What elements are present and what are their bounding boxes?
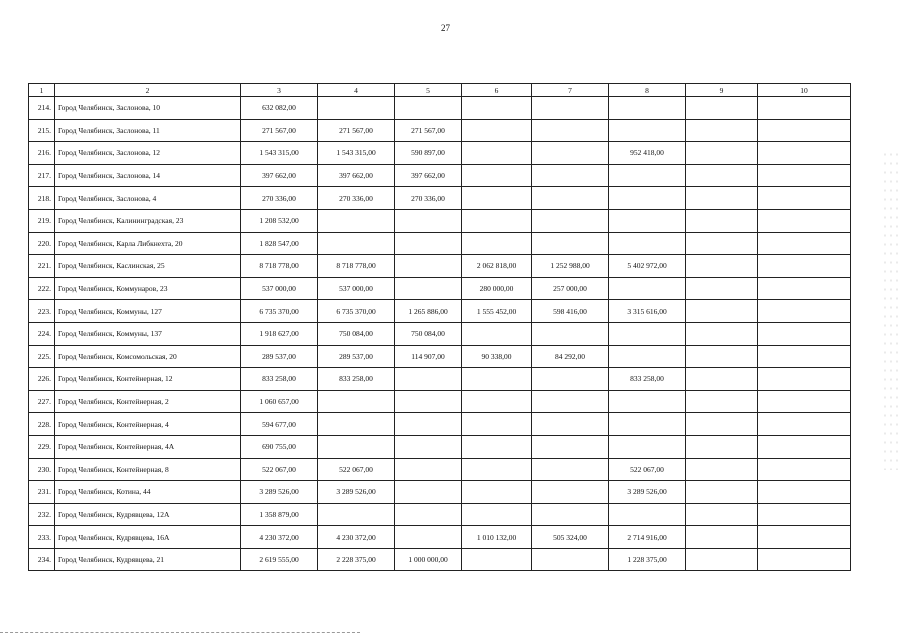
row-number: 220.	[29, 232, 55, 255]
row-number: 214.	[29, 97, 55, 120]
value-cell-5	[395, 232, 462, 255]
table-row	[29, 277, 851, 300]
value-cell-8	[609, 119, 686, 142]
value-cell-7: 505 324,00	[532, 526, 609, 549]
value-cell-3: 1 358 879,00	[241, 503, 318, 526]
value-cell-3: 522 067,00	[241, 458, 318, 481]
value-cell-10	[758, 481, 851, 504]
value-cell-9	[686, 481, 758, 504]
value-cell-3: 833 258,00	[241, 368, 318, 391]
table-row	[29, 232, 851, 255]
value-cell-6: 90 338,00	[462, 345, 532, 368]
address-cell: Город Челябинск, Заслонова, 14	[55, 164, 241, 187]
table-row	[29, 548, 851, 571]
value-cell-5: 1 265 886,00	[395, 300, 462, 323]
table-row	[29, 322, 851, 345]
value-cell-7	[532, 142, 609, 165]
column-header: 9	[686, 84, 758, 97]
value-cell-9	[686, 368, 758, 391]
scan-artifact-dots	[882, 150, 902, 470]
table-row	[29, 345, 851, 368]
value-cell-4	[318, 209, 395, 232]
row-number: 232.	[29, 503, 55, 526]
value-cell-8	[609, 390, 686, 413]
value-cell-7	[532, 503, 609, 526]
address-cell: Город Челябинск, Заслонова, 12	[55, 142, 241, 165]
value-cell-7: 84 292,00	[532, 345, 609, 368]
value-cell-3: 3 289 526,00	[241, 481, 318, 504]
value-cell-9	[686, 119, 758, 142]
value-cell-9	[686, 503, 758, 526]
value-cell-7	[532, 232, 609, 255]
row-number: 217.	[29, 164, 55, 187]
value-cell-8: 2 714 916,00	[609, 526, 686, 549]
value-cell-5: 397 662,00	[395, 164, 462, 187]
address-cell: Город Челябинск, Заслонова, 4	[55, 187, 241, 210]
value-cell-3: 270 336,00	[241, 187, 318, 210]
table-row	[29, 435, 851, 458]
value-cell-7	[532, 435, 609, 458]
table-row	[29, 481, 851, 504]
value-cell-7	[532, 97, 609, 120]
value-cell-7	[532, 322, 609, 345]
value-cell-4	[318, 390, 395, 413]
value-cell-4: 8 718 778,00	[318, 255, 395, 278]
address-cell: Город Челябинск, Контейнерная, 4А	[55, 435, 241, 458]
value-cell-5	[395, 503, 462, 526]
value-cell-7: 257 000,00	[532, 277, 609, 300]
table-row	[29, 458, 851, 481]
value-cell-3: 1 828 547,00	[241, 232, 318, 255]
row-number: 219.	[29, 209, 55, 232]
value-cell-6: 1 555 452,00	[462, 300, 532, 323]
value-cell-6	[462, 97, 532, 120]
value-cell-8	[609, 209, 686, 232]
value-cell-10	[758, 232, 851, 255]
row-number: 221.	[29, 255, 55, 278]
table-row	[29, 368, 851, 391]
table-row	[29, 503, 851, 526]
value-cell-5	[395, 526, 462, 549]
table-header	[29, 84, 851, 97]
value-cell-5: 590 897,00	[395, 142, 462, 165]
value-cell-6	[462, 435, 532, 458]
value-cell-6	[462, 187, 532, 210]
value-cell-8: 5 402 972,00	[609, 255, 686, 278]
value-cell-4	[318, 503, 395, 526]
value-cell-3: 271 567,00	[241, 119, 318, 142]
table-row	[29, 413, 851, 436]
value-cell-5	[395, 413, 462, 436]
value-cell-6	[462, 142, 532, 165]
value-cell-5	[395, 97, 462, 120]
value-cell-7: 1 252 988,00	[532, 255, 609, 278]
value-cell-10	[758, 142, 851, 165]
table-row	[29, 187, 851, 210]
value-cell-8	[609, 345, 686, 368]
value-cell-4	[318, 413, 395, 436]
row-number: 222.	[29, 277, 55, 300]
column-header: 3	[241, 84, 318, 97]
value-cell-5: 750 084,00	[395, 322, 462, 345]
value-cell-8: 833 258,00	[609, 368, 686, 391]
value-cell-6: 280 000,00	[462, 277, 532, 300]
value-cell-9	[686, 413, 758, 436]
value-cell-3: 4 230 372,00	[241, 526, 318, 549]
value-cell-10	[758, 97, 851, 120]
value-cell-9	[686, 277, 758, 300]
column-header: 2	[55, 84, 241, 97]
address-cell: Город Челябинск, Калининградская, 23	[55, 209, 241, 232]
row-number: 228.	[29, 413, 55, 436]
value-cell-4: 522 067,00	[318, 458, 395, 481]
value-cell-10	[758, 368, 851, 391]
value-cell-6	[462, 119, 532, 142]
value-cell-5: 271 567,00	[395, 119, 462, 142]
value-cell-7	[532, 458, 609, 481]
address-cell: Город Челябинск, Контейнерная, 8	[55, 458, 241, 481]
value-cell-6	[462, 458, 532, 481]
value-cell-9	[686, 209, 758, 232]
value-cell-6: 2 062 818,00	[462, 255, 532, 278]
value-cell-8	[609, 97, 686, 120]
value-cell-3: 1 208 532,00	[241, 209, 318, 232]
value-cell-6	[462, 548, 532, 571]
row-number: 225.	[29, 345, 55, 368]
value-cell-10	[758, 345, 851, 368]
value-cell-8	[609, 322, 686, 345]
table-row	[29, 390, 851, 413]
value-cell-5	[395, 209, 462, 232]
value-cell-10	[758, 255, 851, 278]
row-number: 229.	[29, 435, 55, 458]
table-row	[29, 142, 851, 165]
value-cell-6: 1 010 132,00	[462, 526, 532, 549]
value-cell-8	[609, 435, 686, 458]
value-cell-7	[532, 119, 609, 142]
row-number: 216.	[29, 142, 55, 165]
value-cell-6	[462, 368, 532, 391]
table-row	[29, 300, 851, 323]
value-cell-3: 6 735 370,00	[241, 300, 318, 323]
value-cell-6	[462, 413, 532, 436]
row-number: 215.	[29, 119, 55, 142]
value-cell-4	[318, 97, 395, 120]
value-cell-8	[609, 413, 686, 436]
value-cell-5	[395, 435, 462, 458]
address-cell: Город Челябинск, Кудрявцева, 16А	[55, 526, 241, 549]
value-cell-9	[686, 435, 758, 458]
address-cell: Город Челябинск, Заслонова, 11	[55, 119, 241, 142]
value-cell-8: 3 315 616,00	[609, 300, 686, 323]
value-cell-3: 632 082,00	[241, 97, 318, 120]
table-row	[29, 209, 851, 232]
value-cell-3: 8 718 778,00	[241, 255, 318, 278]
value-cell-10	[758, 187, 851, 210]
value-cell-4: 4 230 372,00	[318, 526, 395, 549]
value-cell-10	[758, 390, 851, 413]
value-cell-4	[318, 232, 395, 255]
value-cell-3: 1 060 657,00	[241, 390, 318, 413]
value-cell-6	[462, 503, 532, 526]
address-cell: Город Челябинск, Котина, 44	[55, 481, 241, 504]
value-cell-5	[395, 458, 462, 481]
value-cell-7	[532, 481, 609, 504]
value-cell-9	[686, 345, 758, 368]
value-cell-4: 1 543 315,00	[318, 142, 395, 165]
value-cell-4: 3 289 526,00	[318, 481, 395, 504]
row-number: 227.	[29, 390, 55, 413]
row-number: 218.	[29, 187, 55, 210]
value-cell-5	[395, 368, 462, 391]
value-cell-3: 397 662,00	[241, 164, 318, 187]
address-cell: Город Челябинск, Карла Либкнехта, 20	[55, 232, 241, 255]
value-cell-4	[318, 435, 395, 458]
table-row	[29, 526, 851, 549]
column-header: 4	[318, 84, 395, 97]
value-cell-10	[758, 526, 851, 549]
value-cell-8	[609, 187, 686, 210]
address-cell: Город Челябинск, Контейнерная, 12	[55, 368, 241, 391]
value-cell-6	[462, 232, 532, 255]
column-header: 5	[395, 84, 462, 97]
value-cell-10	[758, 435, 851, 458]
value-cell-9	[686, 142, 758, 165]
value-cell-5	[395, 255, 462, 278]
column-header: 6	[462, 84, 532, 97]
table-row	[29, 255, 851, 278]
address-cell: Город Челябинск, Кудрявцева, 21	[55, 548, 241, 571]
value-cell-10	[758, 119, 851, 142]
value-cell-4: 271 567,00	[318, 119, 395, 142]
value-cell-5	[395, 390, 462, 413]
value-cell-6	[462, 322, 532, 345]
row-number: 234.	[29, 548, 55, 571]
value-cell-7	[532, 548, 609, 571]
value-cell-8	[609, 503, 686, 526]
value-cell-5	[395, 481, 462, 504]
value-cell-7	[532, 187, 609, 210]
value-cell-9	[686, 187, 758, 210]
value-cell-9	[686, 390, 758, 413]
value-cell-8	[609, 277, 686, 300]
value-cell-3: 537 000,00	[241, 277, 318, 300]
value-cell-10	[758, 322, 851, 345]
value-cell-10	[758, 548, 851, 571]
value-cell-7: 598 416,00	[532, 300, 609, 323]
value-cell-3: 1 543 315,00	[241, 142, 318, 165]
value-cell-8	[609, 164, 686, 187]
column-header: 7	[532, 84, 609, 97]
value-cell-10	[758, 503, 851, 526]
value-cell-9	[686, 458, 758, 481]
row-number: 230.	[29, 458, 55, 481]
header-row	[29, 84, 851, 97]
value-cell-4: 270 336,00	[318, 187, 395, 210]
page-number: 27	[441, 23, 450, 33]
scan-artifact-line	[0, 632, 360, 633]
value-cell-10	[758, 277, 851, 300]
value-cell-10	[758, 209, 851, 232]
value-cell-3: 289 537,00	[241, 345, 318, 368]
value-cell-7	[532, 209, 609, 232]
value-cell-9	[686, 232, 758, 255]
value-cell-4: 6 735 370,00	[318, 300, 395, 323]
address-cell: Город Челябинск, Заслонова, 10	[55, 97, 241, 120]
value-cell-9	[686, 255, 758, 278]
value-cell-5	[395, 277, 462, 300]
value-cell-9	[686, 322, 758, 345]
value-cell-4: 289 537,00	[318, 345, 395, 368]
row-number: 226.	[29, 368, 55, 391]
value-cell-9	[686, 526, 758, 549]
column-header: 10	[758, 84, 851, 97]
value-cell-7	[532, 368, 609, 391]
value-cell-5: 1 000 000,00	[395, 548, 462, 571]
value-cell-6	[462, 164, 532, 187]
value-cell-9	[686, 164, 758, 187]
address-cell: Город Челябинск, Коммуны, 137	[55, 322, 241, 345]
address-cell: Город Челябинск, Контейнерная, 2	[55, 390, 241, 413]
value-cell-8: 952 418,00	[609, 142, 686, 165]
value-cell-8: 1 228 375,00	[609, 548, 686, 571]
value-cell-3: 594 677,00	[241, 413, 318, 436]
row-number: 224.	[29, 322, 55, 345]
row-number: 223.	[29, 300, 55, 323]
value-cell-4: 397 662,00	[318, 164, 395, 187]
value-cell-10	[758, 458, 851, 481]
address-cell: Город Челябинск, Контейнерная, 4	[55, 413, 241, 436]
value-cell-10	[758, 164, 851, 187]
address-cell: Город Челябинск, Коммунаров, 23	[55, 277, 241, 300]
column-header: 1	[29, 84, 55, 97]
table-row	[29, 119, 851, 142]
value-cell-9	[686, 97, 758, 120]
value-cell-6	[462, 481, 532, 504]
value-cell-3: 1 918 627,00	[241, 322, 318, 345]
value-cell-9	[686, 548, 758, 571]
value-cell-5: 270 336,00	[395, 187, 462, 210]
register-table	[28, 83, 851, 571]
table-row	[29, 97, 851, 120]
row-number: 233.	[29, 526, 55, 549]
table-body	[29, 97, 851, 571]
value-cell-3: 2 619 555,00	[241, 548, 318, 571]
value-cell-4: 2 228 375,00	[318, 548, 395, 571]
address-cell: Город Челябинск, Комсомольская, 20	[55, 345, 241, 368]
value-cell-7	[532, 413, 609, 436]
value-cell-7	[532, 164, 609, 187]
column-header: 8	[609, 84, 686, 97]
value-cell-4: 537 000,00	[318, 277, 395, 300]
address-cell: Город Челябинск, Кудрявцева, 12А	[55, 503, 241, 526]
address-cell: Город Челябинск, Коммуны, 127	[55, 300, 241, 323]
value-cell-9	[686, 300, 758, 323]
row-number: 231.	[29, 481, 55, 504]
value-cell-8	[609, 232, 686, 255]
value-cell-8: 3 289 526,00	[609, 481, 686, 504]
value-cell-10	[758, 413, 851, 436]
value-cell-5: 114 907,00	[395, 345, 462, 368]
value-cell-8: 522 067,00	[609, 458, 686, 481]
table-row	[29, 164, 851, 187]
value-cell-4: 750 084,00	[318, 322, 395, 345]
address-cell: Город Челябинск, Каслинская, 25	[55, 255, 241, 278]
value-cell-3: 690 755,00	[241, 435, 318, 458]
value-cell-7	[532, 390, 609, 413]
value-cell-6	[462, 209, 532, 232]
value-cell-4: 833 258,00	[318, 368, 395, 391]
value-cell-10	[758, 300, 851, 323]
value-cell-6	[462, 390, 532, 413]
